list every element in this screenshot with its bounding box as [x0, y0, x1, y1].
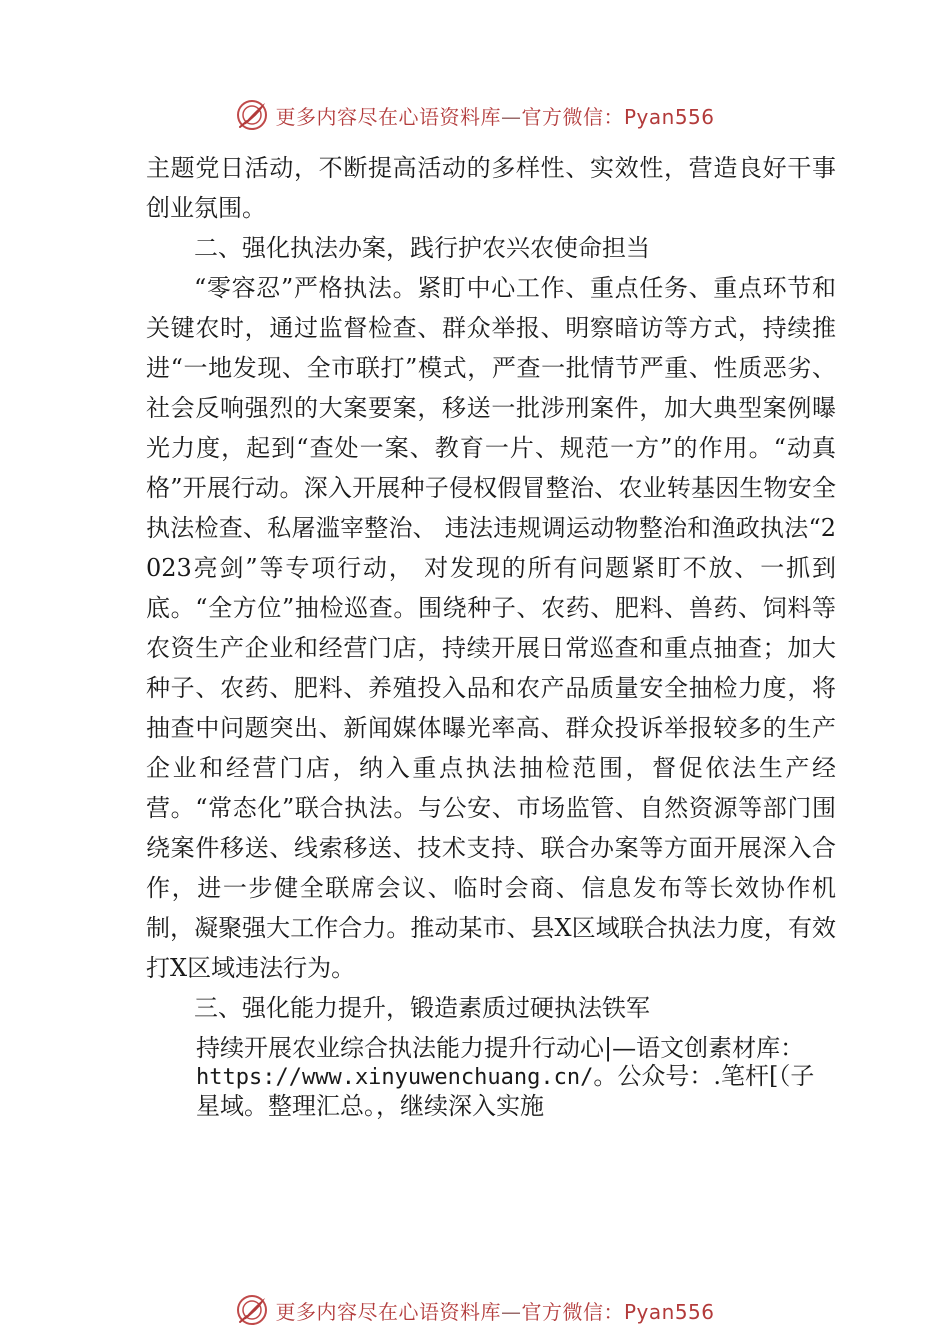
source-note-line-2-rest: 。公众号：.笔杆[（子: [593, 1062, 815, 1090]
source-note: [146, 1034, 836, 1120]
banner-wechat-id: Pyan556: [623, 104, 715, 129]
banner-title: 更多内容尽在心语资料库: [275, 1299, 501, 1324]
banner-wechat-id: Pyan556: [623, 1299, 715, 1324]
paragraph-enforcement: “零容忍”严格执法。紧盯中心工作、重点任务、重点环节和关键农时，通过监督检查、群众举报、明察暗访等方式，持续推进“一地发现、全市联打”模式，严查一批情节严重、性质恶劣、社会反响强烈的大案要案，移送一批涉刑案件，加大典型案例曝光力度，起到“查处一案、教育一片、规范一方”的作用。“动真格”开展行动。深入开展种子侵权假冒整治、农业转基因生物安全执法检查、私屠滥宰整治、 违法违规调运动物整治和渔政执法“2023亮剑”等专项行动， 对发现的所有问题紧盯不放、一抓到底。“全方位”抽检巡查。围绕种子、农药、肥料、兽药、饲料等农资生产企业和经营门店，持续开展日常巡查和重点抽查；加大种子、农药、肥料、养殖投入品和农产品质量安全抽检力度，将抽查中问题突出、新闻媒体曝光率高、群众投诉举报较多的生产企业和经营门店，纳入重点执法抽检范围，督促依法生产经营。“常态化”联合执法。与公安、市场监管、自然资源等部门围绕案件移送、线索移送、技术支持、联合办案等方面开展深入合作，进一步健全联席会议、临时会商、信息发布等长效协作机制，凝聚强大工作合力。推动某市、县X区域联合执法力度，有效打X区域违法行为。: [146, 274, 836, 982]
source-note-line-2: [196, 1062, 836, 1092]
source-note-line-3: 星域。整理汇总。，继续深入实施: [196, 1092, 544, 1120]
source-url: https://www.xinyuwenchuang.cn/: [196, 1065, 594, 1090]
quill-logo-icon: [235, 98, 269, 132]
banner-wechat-label: 官方微信：: [521, 104, 624, 129]
quill-logo-icon: [235, 1293, 269, 1327]
banner-text: [275, 101, 714, 130]
source-note-line-1: 持续开展农业综合执法能力提升行动心|—语文创素材库：: [196, 1034, 805, 1062]
footer-watermark-banner: [0, 1288, 950, 1332]
banner-separator: —: [500, 1299, 522, 1324]
header-watermark-banner: [0, 93, 950, 137]
banner-text: [275, 1296, 714, 1325]
banner-title: 更多内容尽在心语资料库: [275, 104, 501, 129]
document-body: [146, 148, 836, 1120]
banner-wechat-label: 官方微信：: [521, 1299, 624, 1324]
paragraph-continuation: 主题党日活动，不断提高活动的多样性、实效性，营造良好干事创业氛围。: [146, 154, 836, 222]
banner-separator: —: [500, 104, 522, 129]
section-heading-2: 二、强化执法办案，践行护农兴农使命担当: [194, 234, 650, 262]
section-heading-3: 三、强化能力提升，锻造素质过硬执法铁军: [194, 994, 650, 1022]
